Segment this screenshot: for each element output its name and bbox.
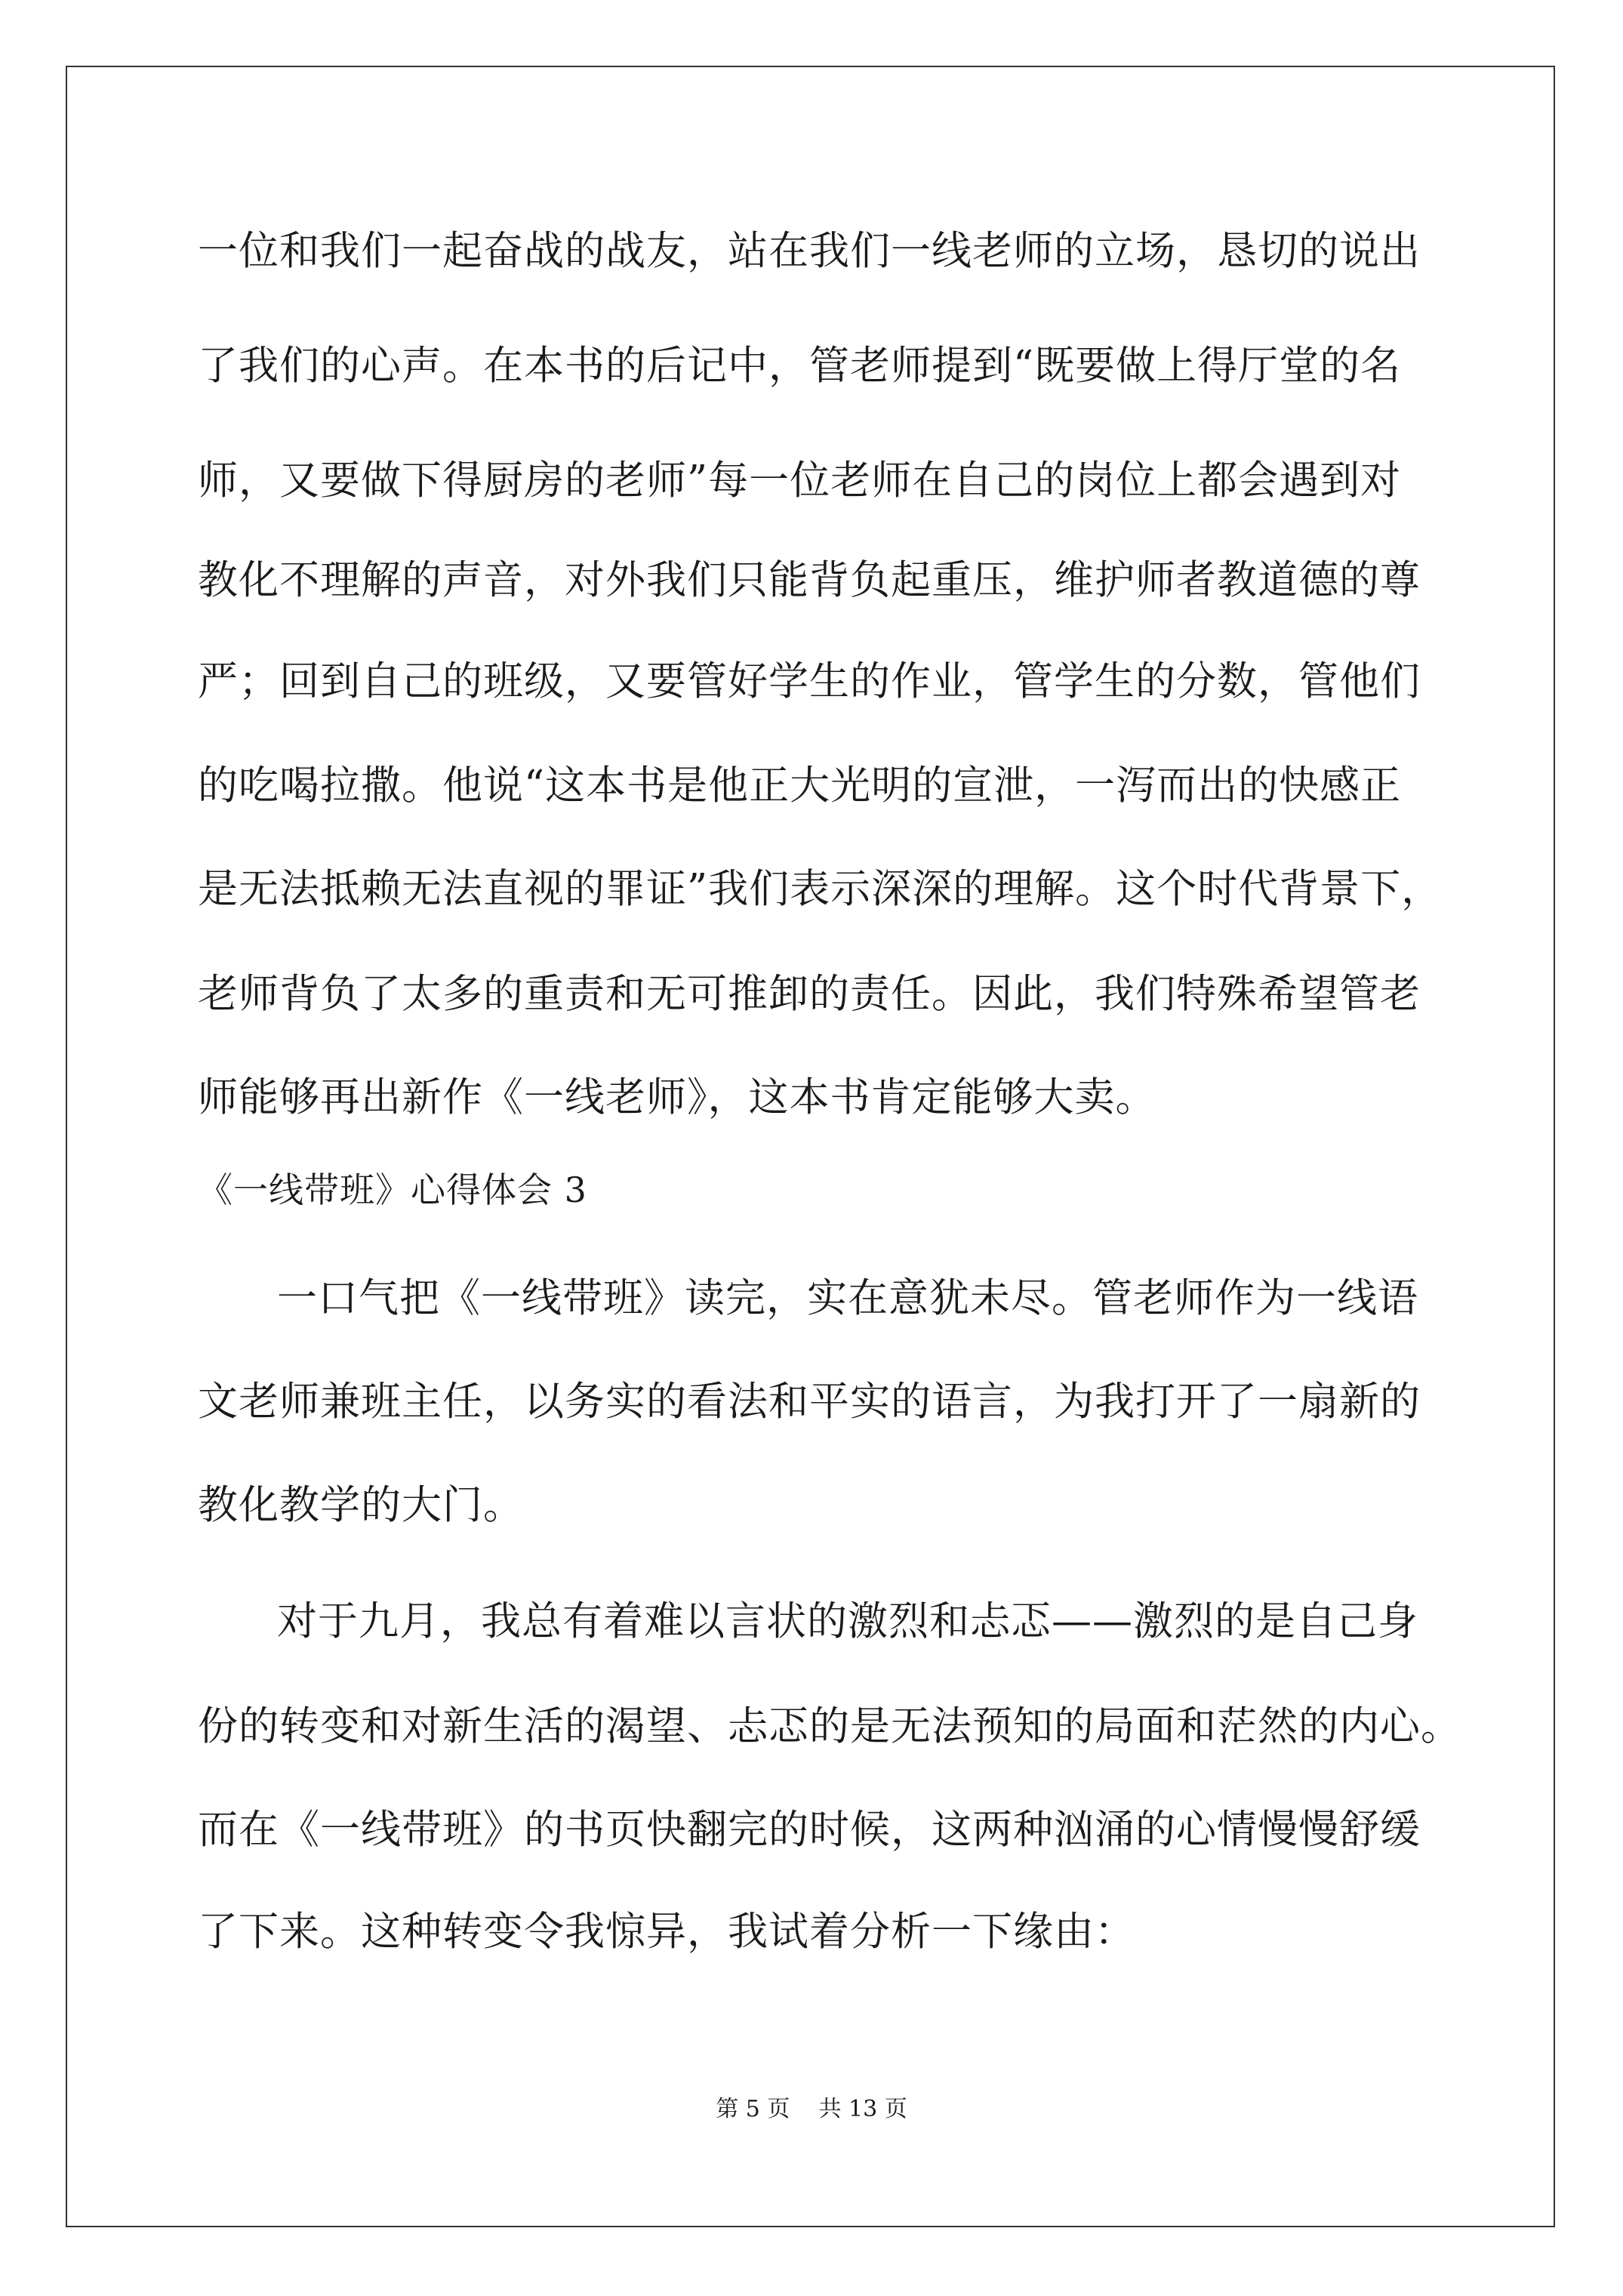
paragraph-line: 师，又要做下得厨房的老师”每一位老师在自己的岗位上都会遇到对 xyxy=(198,458,1402,504)
paragraph-line: 的吃喝拉撒。他说“这本书是他正大光明的宣泄，一泻而出的快感正 xyxy=(198,763,1402,809)
paragraph-line: 教化教学的大门。 xyxy=(198,1482,524,1528)
paragraph-line: 是无法抵赖无法直视的罪证”我们表示深深的理解。这个时代背景下， xyxy=(198,866,1443,912)
paragraph-line: 文老师兼班主任，以务实的看法和平实的语言，为我打开了一扇新的 xyxy=(198,1379,1421,1425)
paragraph-line: 了我们的心声。在本书的后记中，管老师提到“既要做上得厅堂的名 xyxy=(198,343,1402,389)
page-number-footer: 第 5 页 共 13 页 xyxy=(716,2096,907,2122)
paragraph-line: 对于九月，我总有着难以言状的激烈和忐忑——激烈的是自己身 xyxy=(277,1598,1418,1644)
paragraph-line: 一口气把《一线带班》读完，实在意犹未尽。管老师作为一线语 xyxy=(277,1275,1418,1321)
paragraph-line: 一位和我们一起奋战的战友，站在我们一线老师的立场，恳切的说出 xyxy=(198,228,1421,274)
paragraph-line: 老师背负了太多的重责和无可推卸的责任。因此，我们特殊希望管老 xyxy=(198,971,1421,1017)
paragraph-line: 而在《一线带班》的书页快翻完的时候，这两种汹涌的心情慢慢舒缓 xyxy=(198,1807,1421,1853)
paragraph-line: 师能够再出新作《一线老师》，这本书肯定能够大卖。 xyxy=(198,1074,1156,1120)
paragraph-line: 严；回到自己的班级，又要管好学生的作业，管学生的分数，管他们 xyxy=(198,658,1421,704)
section-heading: 《一线带班》心得体会 3 xyxy=(198,1170,587,1210)
paragraph-line: 了下来。这种转变令我惊异，我试着分析一下缘由： xyxy=(198,1909,1135,1955)
paragraph-line: 份的转变和对新生活的渴望、忐忑的是无法预知的局面和茫然的内心。 xyxy=(198,1703,1461,1749)
paragraph-line: 教化不理解的声音，对外我们只能背负起重压，维护师者教道德的尊 xyxy=(198,557,1421,603)
